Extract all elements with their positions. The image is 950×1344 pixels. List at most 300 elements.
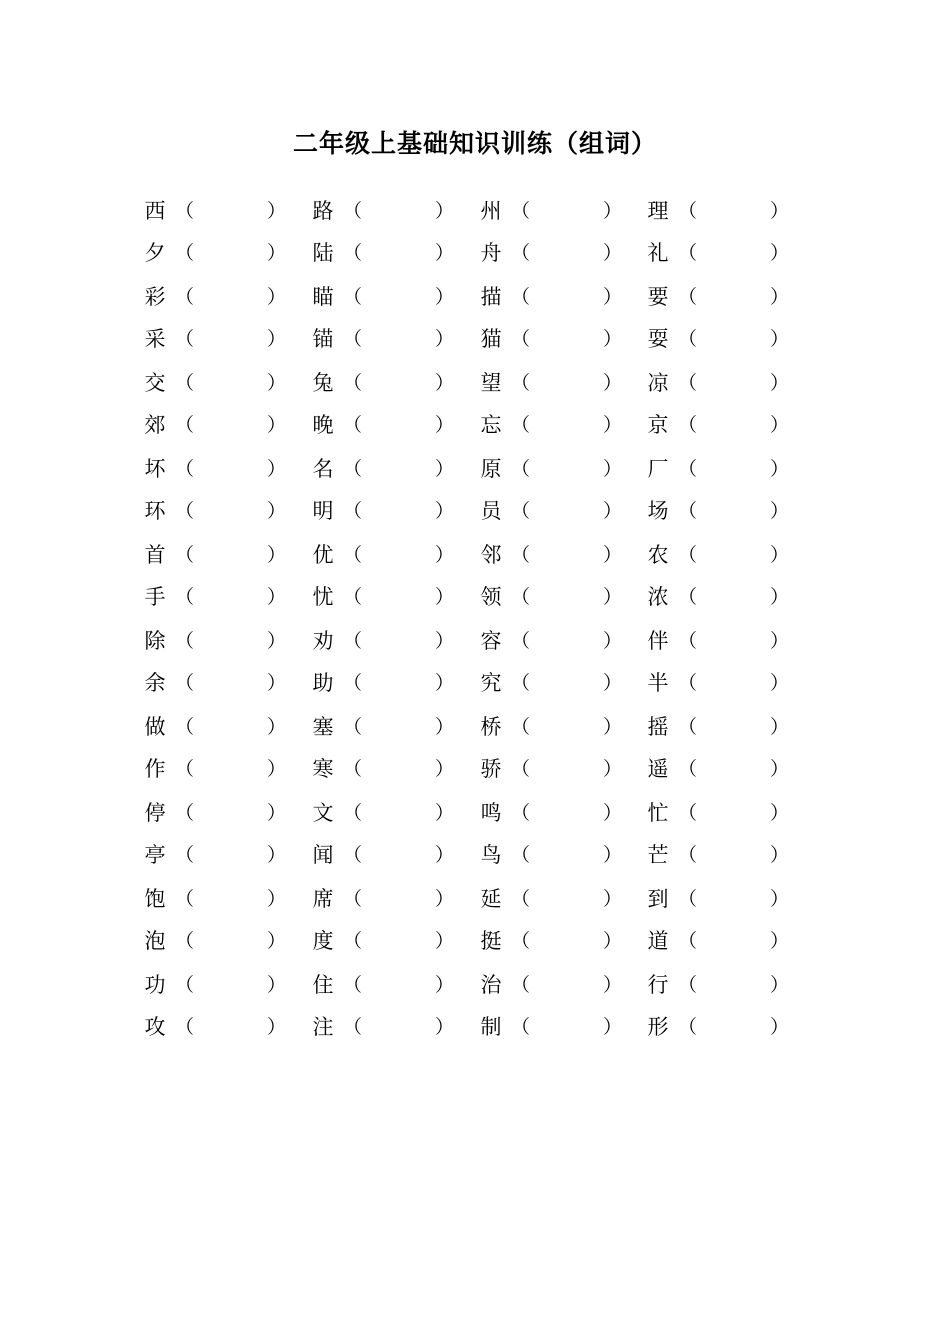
word-item <box>646 884 796 914</box>
close-parenthesis: ） <box>267 802 287 824</box>
word-item <box>646 840 796 870</box>
close-parenthesis: ） <box>603 458 623 480</box>
close-parenthesis: ） <box>603 286 623 308</box>
character-label: 作 <box>144 757 166 781</box>
character-label: 员 <box>480 499 502 523</box>
open-parenthesis: （ <box>678 586 698 608</box>
open-parenthesis: （ <box>511 200 531 222</box>
word-item <box>311 196 461 226</box>
open-parenthesis: （ <box>678 200 698 222</box>
close-parenthesis: ） <box>267 586 287 608</box>
close-parenthesis: ） <box>435 586 455 608</box>
close-parenthesis: ） <box>770 630 790 652</box>
word-item <box>479 626 629 656</box>
word-item <box>143 884 293 914</box>
character-label: 摇 <box>647 715 669 739</box>
close-parenthesis: ） <box>770 888 790 910</box>
word-item <box>143 970 293 1000</box>
word-item <box>646 926 796 956</box>
character-label: 西 <box>144 199 166 223</box>
word-item <box>311 454 461 484</box>
character-label: 闻 <box>312 843 334 867</box>
word-item <box>479 454 629 484</box>
close-parenthesis: ） <box>435 888 455 910</box>
character-label: 除 <box>144 629 166 653</box>
character-label: 半 <box>647 671 669 695</box>
open-parenthesis: （ <box>511 802 531 824</box>
close-parenthesis: ） <box>603 758 623 780</box>
open-parenthesis: （ <box>511 500 531 522</box>
open-parenthesis: （ <box>511 930 531 952</box>
open-parenthesis: （ <box>175 458 195 480</box>
open-parenthesis: （ <box>175 242 195 264</box>
character-label: 要 <box>647 285 669 309</box>
close-parenthesis: ） <box>770 802 790 824</box>
word-item <box>479 238 629 268</box>
character-label: 芒 <box>647 843 669 867</box>
open-parenthesis: （ <box>343 888 363 910</box>
word-item <box>143 926 293 956</box>
open-parenthesis: （ <box>343 458 363 480</box>
word-item <box>311 626 461 656</box>
close-parenthesis: ） <box>435 672 455 694</box>
word-item <box>311 970 461 1000</box>
close-parenthesis: ） <box>435 500 455 522</box>
character-label: 农 <box>647 543 669 567</box>
word-item <box>143 496 293 526</box>
word-item <box>311 884 461 914</box>
word-item <box>646 582 796 612</box>
close-parenthesis: ） <box>770 458 790 480</box>
close-parenthesis: ） <box>603 974 623 996</box>
open-parenthesis: （ <box>678 974 698 996</box>
close-parenthesis: ） <box>435 242 455 264</box>
open-parenthesis: （ <box>175 1016 195 1038</box>
character-label: 席 <box>312 887 334 911</box>
word-item <box>143 454 293 484</box>
character-label: 描 <box>480 285 502 309</box>
word-item <box>646 798 796 828</box>
word-item <box>311 410 461 440</box>
word-item <box>311 282 461 312</box>
character-label: 延 <box>480 887 502 911</box>
close-parenthesis: ） <box>267 414 287 436</box>
character-label: 形 <box>647 1015 669 1039</box>
open-parenthesis: （ <box>678 286 698 308</box>
character-label: 文 <box>312 801 334 825</box>
word-item <box>311 926 461 956</box>
close-parenthesis: ） <box>770 1016 790 1038</box>
word-item <box>143 668 293 698</box>
character-label: 晚 <box>312 413 334 437</box>
word-item <box>479 970 629 1000</box>
close-parenthesis: ） <box>435 544 455 566</box>
character-label: 采 <box>144 327 166 351</box>
open-parenthesis: （ <box>511 586 531 608</box>
open-parenthesis: （ <box>678 242 698 264</box>
character-label: 行 <box>647 973 669 997</box>
word-item <box>143 754 293 784</box>
close-parenthesis: ） <box>435 328 455 350</box>
open-parenthesis: （ <box>343 242 363 264</box>
open-parenthesis: （ <box>511 544 531 566</box>
word-item <box>143 196 293 226</box>
word-item <box>479 582 629 612</box>
word-item <box>646 754 796 784</box>
word-item <box>646 368 796 398</box>
character-label: 劝 <box>312 629 334 653</box>
close-parenthesis: ） <box>770 930 790 952</box>
character-label: 舟 <box>480 241 502 265</box>
close-parenthesis: ） <box>603 544 623 566</box>
character-label: 厂 <box>647 457 669 481</box>
open-parenthesis: （ <box>175 630 195 652</box>
open-parenthesis: （ <box>343 930 363 952</box>
close-parenthesis: ） <box>435 200 455 222</box>
open-parenthesis: （ <box>343 544 363 566</box>
open-parenthesis: （ <box>511 372 531 394</box>
open-parenthesis: （ <box>175 974 195 996</box>
open-parenthesis: （ <box>678 802 698 824</box>
close-parenthesis: ） <box>267 888 287 910</box>
character-label: 手 <box>144 585 166 609</box>
word-item <box>479 754 629 784</box>
word-item <box>479 496 629 526</box>
open-parenthesis: （ <box>175 716 195 738</box>
open-parenthesis: （ <box>175 286 195 308</box>
close-parenthesis: ） <box>603 802 623 824</box>
character-label: 究 <box>480 671 502 695</box>
open-parenthesis: （ <box>678 844 698 866</box>
character-label: 凉 <box>647 371 669 395</box>
close-parenthesis: ） <box>267 974 287 996</box>
character-label: 道 <box>647 929 669 953</box>
close-parenthesis: ） <box>435 802 455 824</box>
character-label: 鸣 <box>480 801 502 825</box>
open-parenthesis: （ <box>175 328 195 350</box>
open-parenthesis: （ <box>343 1016 363 1038</box>
character-label: 场 <box>647 499 669 523</box>
word-item <box>143 282 293 312</box>
character-label: 礼 <box>647 241 669 265</box>
open-parenthesis: （ <box>511 630 531 652</box>
word-item <box>479 1012 629 1042</box>
word-item <box>646 712 796 742</box>
close-parenthesis: ） <box>770 716 790 738</box>
close-parenthesis: ） <box>267 372 287 394</box>
word-item <box>311 496 461 526</box>
character-label: 注 <box>312 1015 334 1039</box>
character-label: 忧 <box>312 585 334 609</box>
word-item <box>143 410 293 440</box>
open-parenthesis: （ <box>511 672 531 694</box>
word-item <box>479 324 629 354</box>
character-label: 助 <box>312 671 334 695</box>
word-item <box>143 840 293 870</box>
open-parenthesis: （ <box>511 888 531 910</box>
open-parenthesis: （ <box>511 716 531 738</box>
open-parenthesis: （ <box>175 586 195 608</box>
close-parenthesis: ） <box>267 458 287 480</box>
close-parenthesis: ） <box>603 930 623 952</box>
open-parenthesis: （ <box>678 1016 698 1038</box>
character-label: 忙 <box>647 801 669 825</box>
word-item <box>143 626 293 656</box>
open-parenthesis: （ <box>343 286 363 308</box>
word-item <box>479 368 629 398</box>
open-parenthesis: （ <box>175 672 195 694</box>
word-item <box>646 970 796 1000</box>
word-item <box>479 410 629 440</box>
close-parenthesis: ） <box>770 200 790 222</box>
open-parenthesis: （ <box>175 500 195 522</box>
character-label: 度 <box>312 929 334 953</box>
word-item <box>311 324 461 354</box>
character-label: 桥 <box>480 715 502 739</box>
open-parenthesis: （ <box>678 414 698 436</box>
character-label: 彩 <box>144 285 166 309</box>
character-label: 亭 <box>144 843 166 867</box>
open-parenthesis: （ <box>511 242 531 264</box>
open-parenthesis: （ <box>343 802 363 824</box>
word-item <box>143 712 293 742</box>
close-parenthesis: ） <box>603 1016 623 1038</box>
word-item <box>646 540 796 570</box>
close-parenthesis: ） <box>435 458 455 480</box>
word-item <box>143 324 293 354</box>
open-parenthesis: （ <box>511 328 531 350</box>
close-parenthesis: ） <box>770 672 790 694</box>
close-parenthesis: ） <box>770 544 790 566</box>
word-item <box>311 368 461 398</box>
open-parenthesis: （ <box>343 716 363 738</box>
character-label: 路 <box>312 199 334 223</box>
character-label: 浓 <box>647 585 669 609</box>
character-label: 郊 <box>144 413 166 437</box>
close-parenthesis: ） <box>267 930 287 952</box>
open-parenthesis: （ <box>175 888 195 910</box>
close-parenthesis: ） <box>267 844 287 866</box>
open-parenthesis: （ <box>678 888 698 910</box>
open-parenthesis: （ <box>678 672 698 694</box>
word-item <box>646 282 796 312</box>
word-item <box>311 712 461 742</box>
word-item <box>311 668 461 698</box>
character-label: 治 <box>480 973 502 997</box>
character-label: 泡 <box>144 929 166 953</box>
word-item <box>311 238 461 268</box>
open-parenthesis: （ <box>678 544 698 566</box>
close-parenthesis: ） <box>267 286 287 308</box>
close-parenthesis: ） <box>603 888 623 910</box>
close-parenthesis: ） <box>770 586 790 608</box>
word-item <box>646 324 796 354</box>
close-parenthesis: ） <box>435 758 455 780</box>
close-parenthesis: ） <box>603 242 623 264</box>
open-parenthesis: （ <box>511 1016 531 1038</box>
open-parenthesis: （ <box>175 200 195 222</box>
close-parenthesis: ） <box>770 758 790 780</box>
word-item <box>646 668 796 698</box>
character-label: 首 <box>144 543 166 567</box>
open-parenthesis: （ <box>175 930 195 952</box>
open-parenthesis: （ <box>175 372 195 394</box>
close-parenthesis: ） <box>435 372 455 394</box>
word-item <box>479 798 629 828</box>
character-label: 骄 <box>480 757 502 781</box>
open-parenthesis: （ <box>678 930 698 952</box>
character-label: 遥 <box>647 757 669 781</box>
close-parenthesis: ） <box>267 672 287 694</box>
open-parenthesis: （ <box>511 286 531 308</box>
open-parenthesis: （ <box>511 414 531 436</box>
word-item <box>646 626 796 656</box>
word-item <box>143 1012 293 1042</box>
close-parenthesis: ） <box>603 328 623 350</box>
open-parenthesis: （ <box>343 758 363 780</box>
open-parenthesis: （ <box>175 414 195 436</box>
open-parenthesis: （ <box>678 500 698 522</box>
character-label: 余 <box>144 671 166 695</box>
character-label: 原 <box>480 457 502 481</box>
close-parenthesis: ） <box>267 544 287 566</box>
word-item <box>311 540 461 570</box>
open-parenthesis: （ <box>343 200 363 222</box>
character-label: 塞 <box>312 715 334 739</box>
close-parenthesis: ） <box>267 758 287 780</box>
character-label: 住 <box>312 973 334 997</box>
word-item <box>479 712 629 742</box>
character-label: 攻 <box>144 1015 166 1039</box>
word-item <box>479 926 629 956</box>
character-label: 交 <box>144 371 166 395</box>
open-parenthesis: （ <box>343 672 363 694</box>
word-item <box>646 1012 796 1042</box>
close-parenthesis: ） <box>770 414 790 436</box>
close-parenthesis: ） <box>770 500 790 522</box>
close-parenthesis: ） <box>603 630 623 652</box>
close-parenthesis: ） <box>770 242 790 264</box>
open-parenthesis: （ <box>678 458 698 480</box>
character-label: 坏 <box>144 457 166 481</box>
close-parenthesis: ） <box>435 1016 455 1038</box>
character-label: 到 <box>647 887 669 911</box>
word-item <box>311 840 461 870</box>
close-parenthesis: ） <box>435 844 455 866</box>
open-parenthesis: （ <box>343 414 363 436</box>
close-parenthesis: ） <box>770 974 790 996</box>
open-parenthesis: （ <box>175 802 195 824</box>
close-parenthesis: ） <box>603 372 623 394</box>
open-parenthesis: （ <box>343 586 363 608</box>
open-parenthesis: （ <box>678 372 698 394</box>
open-parenthesis: （ <box>678 758 698 780</box>
character-label: 理 <box>647 199 669 223</box>
close-parenthesis: ） <box>435 930 455 952</box>
close-parenthesis: ） <box>770 844 790 866</box>
open-parenthesis: （ <box>678 716 698 738</box>
close-parenthesis: ） <box>603 414 623 436</box>
open-parenthesis: （ <box>343 328 363 350</box>
character-label: 制 <box>480 1015 502 1039</box>
open-parenthesis: （ <box>511 844 531 866</box>
open-parenthesis: （ <box>175 844 195 866</box>
close-parenthesis: ） <box>267 200 287 222</box>
open-parenthesis: （ <box>343 974 363 996</box>
close-parenthesis: ） <box>267 242 287 264</box>
open-parenthesis: （ <box>343 372 363 394</box>
open-parenthesis: （ <box>511 758 531 780</box>
character-label: 寒 <box>312 757 334 781</box>
character-label: 州 <box>480 199 502 223</box>
character-label: 邻 <box>480 543 502 567</box>
word-item <box>143 582 293 612</box>
character-label: 京 <box>647 413 669 437</box>
word-item <box>646 496 796 526</box>
close-parenthesis: ） <box>770 286 790 308</box>
page-title: 二年级上基础知识训练（组词） <box>292 129 657 158</box>
character-label: 忘 <box>480 413 502 437</box>
open-parenthesis: （ <box>678 630 698 652</box>
character-label: 陆 <box>312 241 334 265</box>
word-item <box>143 238 293 268</box>
close-parenthesis: ） <box>267 328 287 350</box>
word-item <box>311 798 461 828</box>
close-parenthesis: ） <box>603 500 623 522</box>
word-item <box>143 368 293 398</box>
character-label: 耍 <box>647 327 669 351</box>
open-parenthesis: （ <box>175 758 195 780</box>
close-parenthesis: ） <box>603 672 623 694</box>
character-label: 锚 <box>312 327 334 351</box>
character-label: 容 <box>480 629 502 653</box>
word-item <box>311 754 461 784</box>
word-item <box>479 540 629 570</box>
close-parenthesis: ） <box>603 716 623 738</box>
open-parenthesis: （ <box>343 844 363 866</box>
close-parenthesis: ） <box>267 1016 287 1038</box>
character-label: 猫 <box>480 327 502 351</box>
character-label: 名 <box>312 457 334 481</box>
character-label: 功 <box>144 973 166 997</box>
character-label: 兔 <box>312 371 334 395</box>
close-parenthesis: ） <box>435 974 455 996</box>
close-parenthesis: ） <box>435 286 455 308</box>
close-parenthesis: ） <box>770 372 790 394</box>
character-label: 明 <box>312 499 334 523</box>
word-item <box>479 282 629 312</box>
character-label: 优 <box>312 543 334 567</box>
character-label: 饱 <box>144 887 166 911</box>
character-label: 伴 <box>647 629 669 653</box>
word-item <box>143 798 293 828</box>
word-item <box>143 540 293 570</box>
word-item <box>646 238 796 268</box>
character-label: 停 <box>144 801 166 825</box>
open-parenthesis: （ <box>343 500 363 522</box>
word-item <box>311 582 461 612</box>
open-parenthesis: （ <box>678 328 698 350</box>
word-item <box>479 840 629 870</box>
open-parenthesis: （ <box>175 544 195 566</box>
word-item <box>479 884 629 914</box>
character-label: 环 <box>144 499 166 523</box>
character-label: 夕 <box>144 241 166 265</box>
close-parenthesis: ） <box>435 630 455 652</box>
open-parenthesis: （ <box>511 458 531 480</box>
character-label: 做 <box>144 715 166 739</box>
close-parenthesis: ） <box>603 844 623 866</box>
